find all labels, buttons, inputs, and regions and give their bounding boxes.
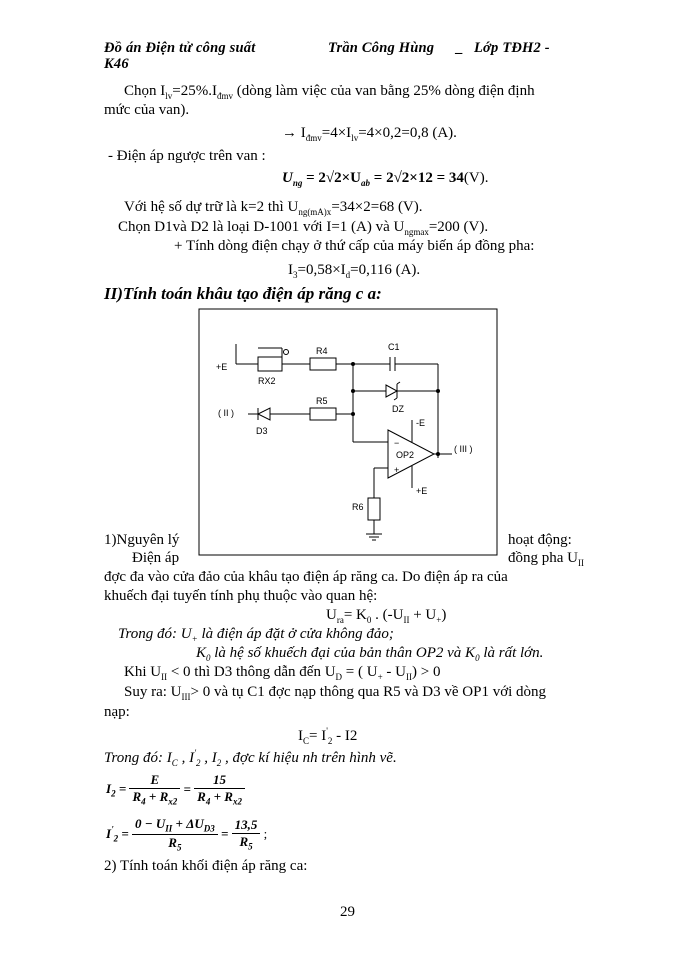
p1-line1: Chọn $I_{lv}=25\%.I_{đmv}$ (dòng làm việc của van bằng 25% dòng điện định [124, 83, 535, 101]
figure-frame [199, 309, 497, 555]
header-author: Trần Công Hùng [328, 40, 435, 56]
header-sep: _ [456, 40, 464, 56]
label-rx2: RX2 [258, 376, 276, 386]
zener-dz-body [386, 385, 397, 397]
label-output-iii: ( III ) [454, 444, 473, 454]
reverse-voltage-label: - Điện áp ngược trên van : [108, 148, 266, 164]
k-factor-line: Với hệ số dự trữ là k=2 thì $U_{ng(mA)x}=34\times 2=68$ (V). [124, 199, 423, 217]
rx2-terminal [284, 350, 289, 355]
label-input-ii: ( II ) [218, 408, 234, 418]
junction-5 [436, 452, 440, 456]
label-plus-e-bottom: +E [416, 486, 428, 496]
sawtooth-circuit-diagram [198, 308, 498, 556]
p2-line2: khuếch đại tuyến tính phụ thuộc vào quan hệ: [104, 588, 378, 604]
opamp-plus-sign: + [394, 465, 400, 475]
arrow-right-icon: → [282, 125, 297, 141]
resistor-r5 [310, 408, 336, 420]
where-line1: Trong đó: $U_+$ là điện áp đặt ở cửa không đảo; [118, 626, 394, 644]
header-class-cont: K46 [104, 56, 129, 72]
principle-right: hoạt động: [508, 532, 572, 548]
eq-ic: $I_C= I'_2 - I2$ [298, 726, 358, 746]
when-line: Khi $U_{II} < 0$ thì D3 thông dẫn đến $U_D$ = ( $U_+ - U_{II}) > 0$ [124, 664, 441, 682]
where-line3: Trong đó: $I_C$ , $I'_2$ , $I_2$ , đợc kí hiệu nh trên hình vẽ. [104, 748, 397, 768]
section-heading: II)Tính toán khâu tạo điện áp răng c a: [104, 284, 382, 303]
infer-line1: Suy ra: $U_{III}> 0$ và tụ C1 đợc nạp thông qua R5 và D3 về OP1 với dòng [124, 684, 547, 702]
secondary-current-line: + Tính dòng điện chạy ở thứ cấp của máy biến áp đồng pha: [174, 238, 535, 254]
infer-line2: nạp: [104, 704, 130, 720]
header-course: Đồ án Điện tử công suất [104, 40, 256, 56]
label-c1: C1 [388, 342, 400, 352]
label-r4: R4 [316, 346, 328, 356]
header-class: Lớp TĐH2 - [474, 40, 550, 56]
label-dz: DZ [392, 404, 404, 414]
resistor-r4 [310, 358, 336, 370]
page-number: 29 [340, 904, 355, 920]
subsection-2: 2) Tính toán khối điện áp răng ca: [104, 858, 308, 874]
resistor-rx2 [258, 357, 282, 371]
eq-idmv: → $I_{đmv}=4\times I_{lv}=4\times 0,2=0,8$ (A). [282, 125, 457, 143]
eq-ura: $U_{ra}= K_0$ . $(-U_{II} + U_+)$ [326, 607, 447, 625]
formula-i2-prime: $I'_2$ = $\frac{0 - U_{II} + \Delta U_{D3}}{R_5}$ = $\frac{13,5}{R_5}$ ; [106, 816, 268, 853]
principle-left: 1)Nguyên lý [104, 532, 180, 548]
p1-line2: mức của van). [104, 102, 190, 118]
voltage-left: Điện áp [132, 550, 180, 566]
diode-d3-body [258, 408, 270, 420]
voltage-right: đồng pha $U_{II}$ [508, 550, 584, 568]
where-line2: $K_0$ là hệ số khuếch đại của bản thân OP2 và $K_0$ là rất lớn. [196, 645, 544, 663]
label-plus-e-left: +E [216, 362, 228, 372]
label-r5: R5 [316, 396, 328, 406]
resistor-r6 [368, 498, 380, 520]
label-d3: D3 [256, 426, 268, 436]
formula-i2: $I_2$ = $\frac{E}{R_4 + R_{x2}}$ = $\frac{15}{R_4 + R_{x2}}$ [106, 772, 245, 807]
label-r6: R6 [352, 502, 364, 512]
p2-line1: đợc đa vào cửa đảo của khâu tạo điện áp răng ca. Do điện áp ra của [104, 569, 508, 585]
eq-i3: $I_3=0,58\times I_d=0,116$ (A). [288, 262, 421, 280]
diode-selection-line: Chọn D1và D2 là loại D-1001 với I=1 (A) và $U_{ngmax}=200$ (V). [118, 219, 489, 237]
opamp-minus-sign: − [394, 438, 400, 448]
label-op2: OP2 [396, 450, 415, 460]
label-minus-e: -E [416, 418, 425, 428]
eq-ung: $U_{ng} = 2√2\times U_{ab} = 2√2\times 12 = 34(V)$. [282, 170, 489, 188]
